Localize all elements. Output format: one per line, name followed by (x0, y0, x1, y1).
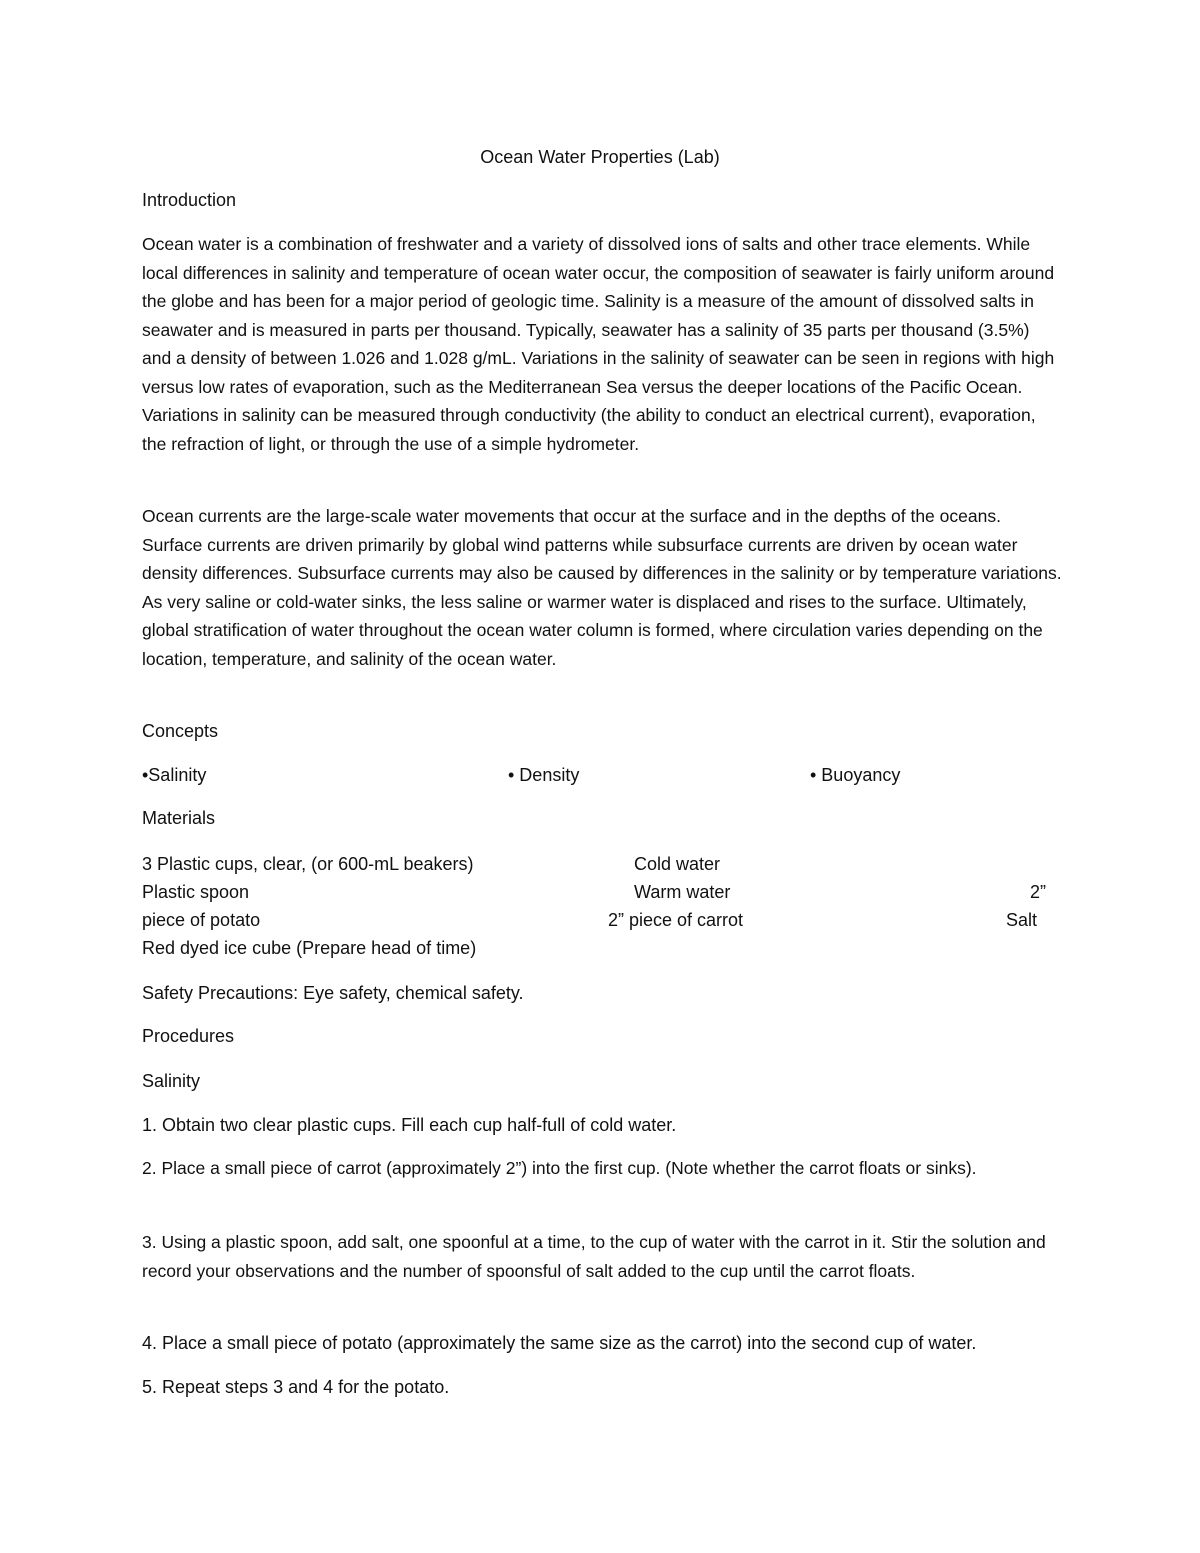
concepts-heading: Concepts (142, 721, 219, 741)
document-title: Ocean Water Properties (Lab) (480, 147, 720, 167)
material-size-mark: 2” (1030, 882, 1047, 902)
procedure-step-5: 5. Repeat steps 3 and 4 for the potato. (142, 1377, 450, 1397)
material-plastic-spoon: Plastic spoon (142, 882, 250, 902)
procedure-step-1: 1. Obtain two clear plastic cups. Fill each cup half-full of cold water. (142, 1115, 677, 1135)
safety-precautions: Safety Precautions: Eye safety, chemical safety. (142, 983, 524, 1003)
concept-salinity: •Salinity (142, 765, 207, 785)
procedure-step-3-text: 3. Using a plastic spoon, add salt, one spoonful at a time, to the cup of water with the carrot in it. Stir the solution and record your observations and the number of spoonsful of salt added to the cup until the carrot floats. (142, 1232, 1046, 1281)
material-ice-cube: Red dyed ice cube (Prepare head of time) (142, 938, 477, 958)
intro-paragraph-1-text: Ocean water is a combination of freshwater and a variety of dissolved ions of salts and other trace elements. While local differences in salinity and temperature of ocean water occur, the composition of seawater is fairly uniform around the globe and has been for a major period of geologic time. Salinity is a measure of the amount of dissolved salts in seawater and is measured in parts per thousand. Typically, seawater has a salinity of 35 parts per thousand (3.5%) and a density of between 1.026 and 1.028 g/mL. Variations in the salinity of seawater can be seen in regions with high versus low rates of evaporation, such as the Mediterranean Sea versus the deeper locations of the Pacific Ocean. Variations in salinity can be measured through conductivity (the ability to conduct an electrical current), evaporation, the refraction of light, or through the use of a simple hydrometer. (142, 234, 1055, 454)
material-salt: Salt (1006, 910, 1038, 930)
material-plastic-cups: 3 Plastic cups, clear, (or 600-mL beakers) (142, 854, 474, 874)
intro-paragraph-1 (142, 230, 1062, 458)
introduction-heading: Introduction (142, 190, 237, 210)
materials-heading: Materials (142, 808, 216, 828)
procedures-heading: Procedures (142, 1026, 235, 1046)
concept-density: • Density (508, 765, 580, 785)
salinity-heading: Salinity (142, 1071, 201, 1091)
procedure-step-4: 4. Place a small piece of potato (approximately the same size as the carrot) into the second cup of water. (142, 1333, 977, 1353)
procedure-step-2 (142, 1154, 1062, 1183)
intro-paragraph-2-text: Ocean currents are the large-scale water movements that occur at the surface and in the depths of the oceans. Surface currents are driven primarily by global wind patterns while subsurface currents are driven by ocean water density differences. Subsurface currents may also be caused by differences in the salinity or by temperature variations. As very saline or cold-water sinks, the less saline or warmer water is displaced and rises to the surface. Ultimately, global stratification of water throughout the ocean water column is formed, where circulation varies depending on the location, temperature, and salinity of the ocean water. (142, 506, 1062, 669)
material-carrot: 2” piece of carrot (608, 910, 744, 930)
material-cold-water: Cold water (634, 854, 721, 874)
procedure-step-3 (142, 1228, 1062, 1285)
concept-buoyancy: • Buoyancy (810, 765, 901, 785)
material-potato: piece of potato (142, 910, 261, 930)
intro-paragraph-2 (142, 502, 1062, 673)
procedure-step-2-text: 2. Place a small piece of carrot (approximately 2”) into the first cup. (Note whether the carrot floats or sinks). (142, 1158, 977, 1178)
material-warm-water: Warm water (634, 882, 731, 902)
